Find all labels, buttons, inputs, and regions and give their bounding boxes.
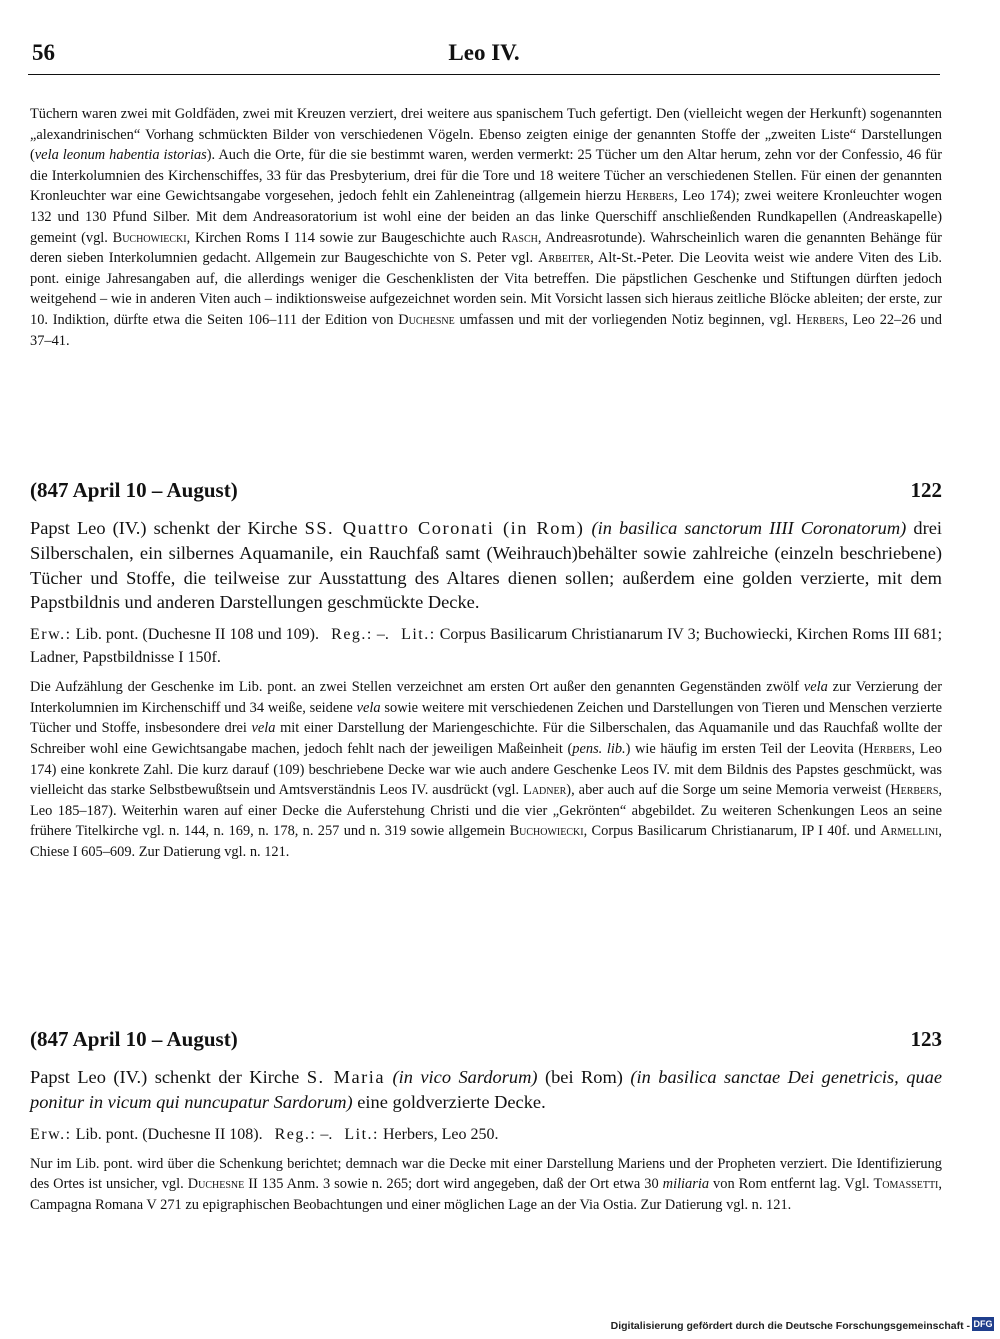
dfg-logo: DFG: [973, 1319, 993, 1329]
entry-commentary: Die Aufzählung der Geschenke im Lib. pont. an zwei Stellen verzeichnet am ersten Ort außer den genannten Gegenständen zwölf vela zur Verzierung der Interkolumnien im Kirchenschiff und 34 weiße, seidene vela sowie weitere mit verschiedenen Zeichen und Darstellungen von Tieren und Menschen verzierte Tücher und Stoffe, insbesondere drei vela mit einer Darstellung der Mariengeschichte. Für die Silberschalen, das Aquamanile und das Rauchfaß wollte der Schreiber wohl eine Gewichtsangabe machen, jedoch fehlt nach der jeweiligen Maßeinheit (pens. lib.) wie häufig im ersten Teil der Leovita (Herbers, Leo 174) eine konkrete Zahl. Die kurz darauf (109) beschriebene Decke war wie auch andere Geschenke Leos IV. mit dem Bildnis des Papstes geschmückt, was vielleicht das starke Selbstbewußtsein und Amtsverständnis Leos IV. ausdrückt (vgl. Ladner), aber auch auf die Sorge um seine Memoria verweist (Herbers, Leo 185–187). Weiterhin waren auf einer Decke die Auferstehung Christi und die vier „Gekrönten“ abgebildet. Zu weiteren Schenkungen Leos an seine frühere Titelkirche vgl. n. 144, n. 169, n. 178, n. 257 und n. 319 sowie allgemein Buchowiecki, Corpus Basilicarum Christianarum, IP I 40f. und Armellini, Chiese I 605–609. Zur Datierung vgl. n. 121.: [30, 679, 942, 860]
entry-date: (847 April 10 – August): [30, 478, 238, 502]
entry-number: 123: [910, 1027, 942, 1051]
references: Erw.: Lib. pont. (Duchesne II 108 und 109). Reg.: –. Lit.: Corpus Basilicarum Christianarum IV 3; Buchowiecki, Kirchen Roms III 681; Ladner, Papstbildnisse I 150f.: [30, 626, 943, 667]
digitization-credit: Digitalisierung gefördert durch die Deutsche Forschungsgemeinschaft -: [610, 1320, 970, 1332]
entry-number: 122: [910, 478, 942, 502]
entry-122: [30, 478, 942, 863]
running-head: [28, 40, 940, 75]
entry-123: [30, 1027, 942, 1215]
page-number: 56: [32, 40, 55, 65]
entry-heading: [30, 1027, 942, 1057]
entry-commentary: Nur im Lib. pont. wird über die Schenkung berichtet; demnach war die Decke mit einer Darstellung Mariens und der Propheten verziert. Die Identifizierung des Ortes ist unsicher, vgl. Duchesne II 135 Anm. 3 sowie n. 265; dort wird angegeben, daß der Ort etwa 30 miliaria von Rom entfernt lag. Vgl. Tomassetti, Campagna Romana V 271 zu epigraphischen Beobachtungen und einer möglichen Lage an der Via Ostia. Zur Datierung vgl. n. 121.: [30, 1155, 942, 1213]
entry-date: (847 April 10 – August): [30, 1027, 238, 1051]
running-title: Leo IV.: [448, 40, 520, 65]
references: Erw.: Lib. pont. (Duchesne II 108). Reg.: –. Lit.: Herbers, Leo 250.: [30, 1125, 499, 1143]
regest-text: Papst Leo (IV.) schenkt der Kirche S. Maria (in vico Sardorum) (bei Rom) (in basilica sanctae Dei genetricis, quae ponitur in vicum qui nuncupatur Sardorum) eine goldverzierte Decke.: [30, 1067, 942, 1112]
entry-heading: [30, 478, 942, 508]
regest-text: Papst Leo (IV.) schenkt der Kirche SS. Quattro Coronati (in Rom) (in basilica sanctorum IIII Coronatorum) drei Silberschalen, ein silbernes Aquamanile, ein Rauchfaß samt (Weihrauch)behälter sowie zahlreiche (einzeln beschriebene) Tücher und Stoffe, die teilweise zur Ausstattung des Altares dienen sollen; außerdem eine golden verzierte, mit dem Papstbildnis und anderen Darstellungen geschmückte Decke.: [30, 518, 942, 613]
top-commentary: Tüchern waren zwei mit Goldfäden, zwei mit Kreuzen verziert, drei weitere aus spanischem Tuch gefertigt. Den (vielleicht wegen der Herkunft) sogenannten „alexandrinischen“ Vorhang schmückten Bilder von verschiedenen Vögeln. Ebenso zeigten einige der genannten Stoffe der „zweiten Liste“ Darstellungen (vela leonum habentia istorias). Auch die Orte, für die sie bestimmt waren, werden vermerkt: 25 Tücher um den Altar herum, zehn vor der Confessio, 46 für die Interkolumnien des Kirchenschiffes, 33 für das Presbyterium, drei für die Tore und 18 weitere Tücher an verschiedenen Stellen. Für einen der genannten Kronleuchter war eine Gewichtsangabe vorgesehen, jedoch fehlt ein Zahleneintrag (allgemein hierzu Herbers, Leo 174); zwei weitere Kronleuchter wogen 132 und 130 Pfund Silber. Mit dem Andreasoratorium ist wohl eine der beiden an das linke Querschiff anschließenden Rundkapellen (Andreaskapelle) gemeint (vgl. Buchowiecki, Kirchen Roms I 114 sowie zur Baugeschichte auch Rasch, Andreasrotunde). Wahrscheinlich waren die genannten Behänge für deren sieben Interkolumnien gedacht. Allgemein zur Baugeschichte von S. Peter vgl. Arbeiter, Alt-St.-Peter. Die Leovita weist wie andere Viten des Lib. pont. einige Jahresangaben auf, die allerdings weniger die Geschenklisten der Vita betreffen. Die päpstlichen Geschenke und Stiftungen dürften jedoch weitgehend – wie in anderen Viten auch – indiktionsweise aufgezeichnet worden sein. Mit Vorsicht lassen sich hieraus zeitliche Blöcke ableiten; der erste, zur 10. Indiktion, dürfte etwa die Seiten 106–111 der Edition von Duchesne umfassen und mit der vorliegenden Notiz beginnen, vgl. Herbers, Leo 22–26 und 37–41.: [30, 106, 943, 349]
